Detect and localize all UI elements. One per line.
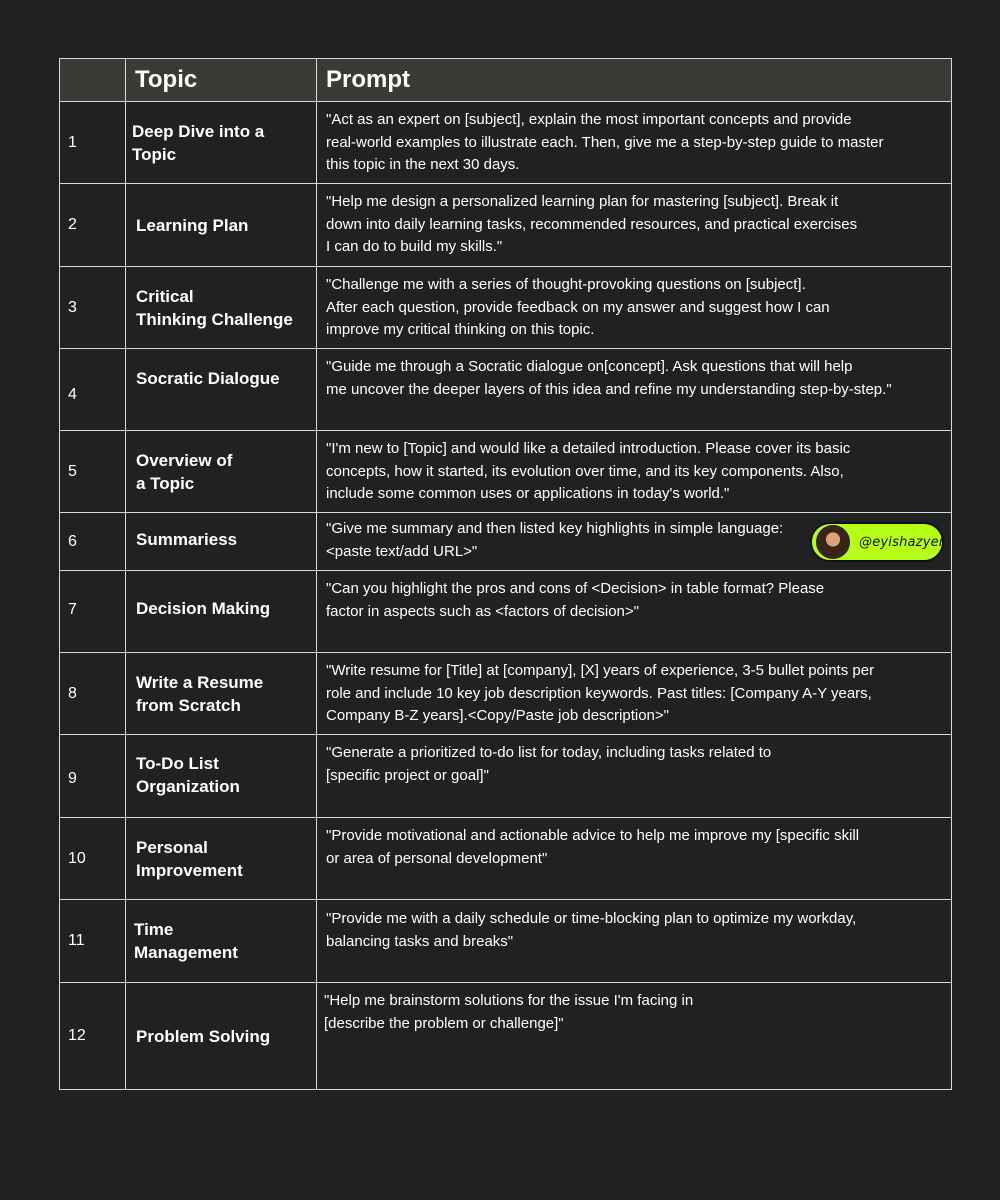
table-row — [60, 571, 952, 653]
row-number: 3 — [60, 267, 126, 349]
table-row — [60, 184, 952, 267]
table-row — [60, 735, 952, 818]
prompt-text: "Generate a prioritized to-do list for today, including tasks related to [specific project or goal]" — [326, 744, 772, 784]
row-prompt — [317, 653, 952, 735]
table-row — [60, 431, 952, 513]
row-topic: Overview of a Topic — [126, 431, 317, 513]
row-number: 7 — [60, 571, 126, 653]
table-row — [60, 900, 952, 983]
table-row — [60, 349, 952, 431]
row-prompt — [317, 818, 952, 900]
row-number: 2 — [60, 184, 126, 267]
row-topic: Write a Resume from Scratch — [126, 653, 317, 735]
row-number: 11 — [60, 900, 126, 983]
prompt-text: "Guide me through a Socratic dialogue on[concept]. Ask questions that will help me uncover the deeper layers of this idea and refine my understanding step-by-step." — [326, 358, 892, 398]
prompt-text: "Help me design a personalized learning plan for mastering [subject]. Break it down into daily learning tasks, recommended resources, and practical exercises I can do to build my skills." — [326, 193, 858, 255]
table-row — [60, 818, 952, 900]
row-number: 9 — [60, 735, 126, 818]
row-prompt — [317, 735, 952, 818]
prompt-text: "Write resume for [Title] at [company], [X] years of experience, 3-5 bullet points per role and include 10 key job description keywords. Past titles: [Company A-Y years, Company B-Z years].<Copy/Paste job description>" — [326, 662, 875, 724]
prompts-table-container — [59, 58, 951, 1090]
header-row — [60, 59, 952, 102]
row-topic: Decision Making — [126, 571, 317, 653]
row-topic: Summariess — [126, 513, 317, 571]
row-prompt — [317, 431, 952, 513]
row-topic: To-Do List Organization — [126, 735, 317, 818]
row-number: 4 — [60, 349, 126, 431]
row-prompt — [317, 349, 952, 431]
prompt-text: "Give me summary and then listed key highlights in simple language: <paste text/add URL>" — [326, 520, 784, 560]
row-topic: Socratic Dialogue — [126, 349, 317, 431]
table-row — [60, 983, 952, 1090]
prompt-text: "Provide me with a daily schedule or time-blocking plan to optimize my workday, balancing tasks and breaks" — [326, 910, 857, 950]
table-row — [60, 267, 952, 349]
row-number: 6 — [60, 513, 126, 571]
table-row — [60, 102, 952, 184]
row-number: 5 — [60, 431, 126, 513]
avatar — [816, 525, 850, 559]
creator-badge — [810, 522, 944, 562]
prompt-text: "Help me brainstorm solutions for the issue I'm facing in [describe the problem or challenge]" — [324, 992, 694, 1032]
header-number — [60, 59, 126, 102]
prompt-text: "Challenge me with a series of thought-provoking questions on [subject]. After each question, provide feedback on my answer and suggest how I can improve my critical thinking on this topic. — [326, 276, 830, 338]
row-prompt — [317, 267, 952, 349]
prompts-table — [59, 58, 952, 1090]
prompt-text: "Act as an expert on [subject], explain the most important concepts and provide real-world examples to illustrate each. Then, give me a step-by-step guide to master this topic in the next 30 days. — [326, 111, 884, 173]
row-topic: Time Management — [126, 900, 317, 983]
row-number: 8 — [60, 653, 126, 735]
row-number: 10 — [60, 818, 126, 900]
table-row — [60, 653, 952, 735]
prompt-text: "Provide motivational and actionable advice to help me improve my [specific skill or area of personal development" — [326, 827, 860, 867]
row-topic: Critical Thinking Challenge — [126, 267, 317, 349]
prompt-text: "I'm new to [Topic] and would like a detailed introduction. Please cover its basic concepts, how it started, its evolution over time, and its key components. Also, include some common uses or applications in today's world." — [326, 440, 851, 502]
header-topic: Topic — [126, 59, 317, 102]
row-prompt — [317, 571, 952, 653]
row-number: 1 — [60, 102, 126, 184]
row-number: 12 — [60, 983, 126, 1090]
row-prompt — [317, 102, 952, 184]
row-prompt — [317, 900, 952, 983]
row-prompt — [317, 983, 952, 1090]
row-topic: Problem Solving — [126, 983, 317, 1090]
prompt-text: "Can you highlight the pros and cons of <Decision> in table format? Please factor in aspects such as <factors of decision>" — [326, 580, 825, 620]
row-topic: Learning Plan — [126, 184, 317, 267]
row-topic: Deep Dive into a Topic — [126, 102, 317, 184]
creator-handle: @eyishazyer — [859, 534, 945, 550]
header-prompt: Prompt — [317, 59, 952, 102]
row-prompt — [317, 184, 952, 267]
row-topic: Personal Improvement — [126, 818, 317, 900]
